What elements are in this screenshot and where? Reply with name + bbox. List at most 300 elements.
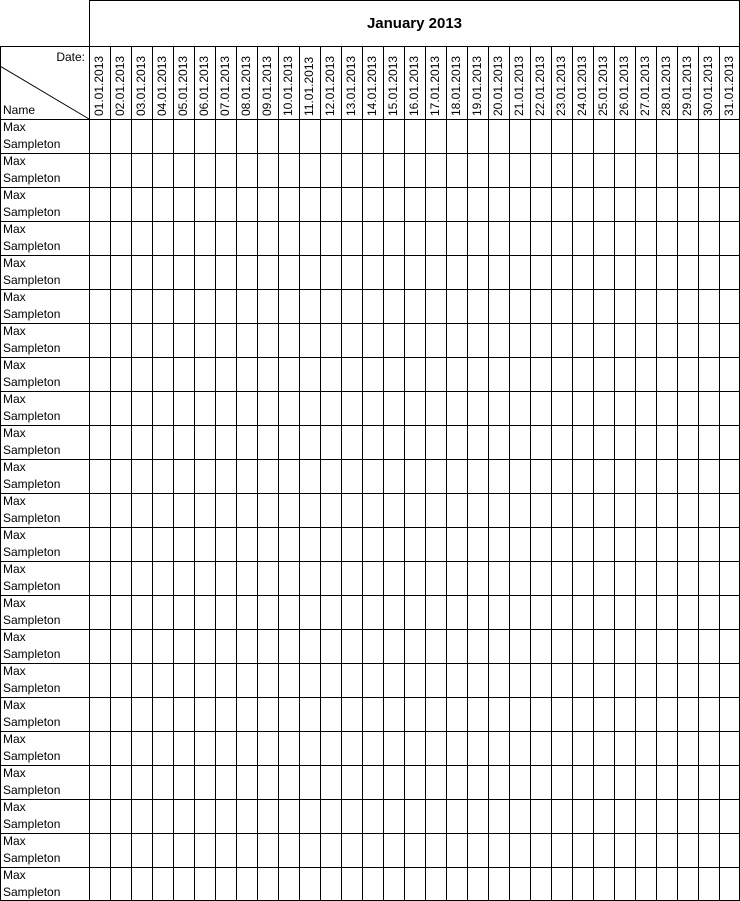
attendance-cell[interactable] [656,119,677,153]
attendance-cell[interactable] [257,493,278,527]
attendance-cell[interactable] [173,867,194,901]
attendance-cell[interactable] [362,323,383,357]
attendance-cell[interactable] [593,867,614,901]
attendance-cell[interactable] [278,119,299,153]
attendance-cell[interactable] [614,459,635,493]
attendance-cell[interactable] [446,799,467,833]
attendance-cell[interactable] [488,357,509,391]
attendance-cell[interactable] [236,731,257,765]
attendance-cell[interactable] [173,323,194,357]
attendance-cell[interactable] [572,833,593,867]
attendance-cell[interactable] [215,119,236,153]
attendance-cell[interactable] [341,459,362,493]
attendance-cell[interactable] [215,391,236,425]
attendance-cell[interactable] [194,697,215,731]
attendance-cell[interactable] [173,833,194,867]
attendance-cell[interactable] [173,221,194,255]
attendance-cell[interactable] [698,459,719,493]
attendance-cell[interactable] [152,493,173,527]
attendance-cell[interactable] [362,561,383,595]
attendance-cell[interactable] [89,255,110,289]
attendance-cell[interactable] [341,119,362,153]
attendance-cell[interactable] [446,629,467,663]
attendance-cell[interactable] [509,459,530,493]
attendance-cell[interactable] [131,697,152,731]
attendance-cell[interactable] [152,221,173,255]
attendance-cell[interactable] [236,867,257,901]
attendance-cell[interactable] [488,425,509,459]
attendance-cell[interactable] [677,187,698,221]
attendance-cell[interactable] [530,527,551,561]
attendance-cell[interactable] [194,323,215,357]
attendance-cell[interactable] [215,527,236,561]
attendance-cell[interactable] [257,289,278,323]
attendance-cell[interactable] [656,323,677,357]
attendance-cell[interactable] [572,357,593,391]
attendance-cell[interactable] [383,765,404,799]
attendance-cell[interactable] [467,595,488,629]
attendance-cell[interactable] [110,255,131,289]
attendance-cell[interactable] [215,629,236,663]
attendance-cell[interactable] [236,153,257,187]
attendance-cell[interactable] [635,493,656,527]
attendance-cell[interactable] [341,561,362,595]
attendance-cell[interactable] [236,255,257,289]
attendance-cell[interactable] [278,187,299,221]
row-name-cell[interactable] [0,493,89,527]
attendance-cell[interactable] [572,867,593,901]
attendance-cell[interactable] [278,289,299,323]
attendance-cell[interactable] [131,561,152,595]
attendance-cell[interactable] [194,153,215,187]
attendance-cell[interactable] [551,663,572,697]
attendance-cell[interactable] [446,187,467,221]
attendance-cell[interactable] [89,731,110,765]
attendance-cell[interactable] [110,799,131,833]
attendance-cell[interactable] [320,629,341,663]
attendance-cell[interactable] [551,561,572,595]
attendance-cell[interactable] [131,391,152,425]
attendance-cell[interactable] [278,153,299,187]
attendance-cell[interactable] [341,867,362,901]
attendance-cell[interactable] [110,153,131,187]
attendance-cell[interactable] [341,255,362,289]
attendance-cell[interactable] [257,425,278,459]
attendance-cell[interactable] [698,799,719,833]
attendance-cell[interactable] [530,289,551,323]
attendance-cell[interactable] [656,765,677,799]
attendance-cell[interactable] [719,493,740,527]
attendance-cell[interactable] [551,289,572,323]
attendance-cell[interactable] [467,833,488,867]
attendance-cell[interactable] [404,595,425,629]
attendance-cell[interactable] [635,459,656,493]
attendance-cell[interactable] [131,527,152,561]
row-name-cell[interactable] [0,425,89,459]
attendance-cell[interactable] [551,187,572,221]
attendance-cell[interactable] [593,119,614,153]
attendance-cell[interactable] [530,731,551,765]
attendance-cell[interactable] [635,323,656,357]
row-name-cell[interactable] [0,799,89,833]
attendance-cell[interactable] [635,153,656,187]
attendance-cell[interactable] [320,527,341,561]
attendance-cell[interactable] [215,731,236,765]
attendance-cell[interactable] [257,187,278,221]
attendance-cell[interactable] [236,799,257,833]
attendance-cell[interactable] [698,493,719,527]
attendance-cell[interactable] [173,799,194,833]
attendance-cell[interactable] [278,255,299,289]
attendance-cell[interactable] [320,799,341,833]
attendance-cell[interactable] [110,697,131,731]
attendance-cell[interactable] [656,799,677,833]
attendance-cell[interactable] [131,663,152,697]
attendance-cell[interactable] [215,561,236,595]
attendance-cell[interactable] [194,765,215,799]
attendance-cell[interactable] [425,221,446,255]
attendance-cell[interactable] [572,187,593,221]
attendance-cell[interactable] [698,731,719,765]
attendance-cell[interactable] [236,187,257,221]
attendance-cell[interactable] [656,187,677,221]
attendance-cell[interactable] [173,425,194,459]
attendance-cell[interactable] [509,255,530,289]
attendance-cell[interactable] [719,595,740,629]
attendance-cell[interactable] [551,323,572,357]
attendance-cell[interactable] [131,357,152,391]
attendance-cell[interactable] [551,595,572,629]
attendance-cell[interactable] [656,289,677,323]
attendance-cell[interactable] [152,833,173,867]
attendance-cell[interactable] [719,629,740,663]
attendance-cell[interactable] [152,153,173,187]
attendance-cell[interactable] [488,391,509,425]
attendance-cell[interactable] [404,255,425,289]
attendance-cell[interactable] [446,561,467,595]
attendance-cell[interactable] [320,833,341,867]
attendance-cell[interactable] [551,867,572,901]
attendance-cell[interactable] [131,629,152,663]
attendance-cell[interactable] [698,765,719,799]
attendance-cell[interactable] [551,527,572,561]
attendance-cell[interactable] [719,357,740,391]
attendance-cell[interactable] [446,221,467,255]
row-name-cell[interactable] [0,833,89,867]
attendance-cell[interactable] [278,663,299,697]
attendance-cell[interactable] [572,697,593,731]
attendance-cell[interactable] [656,153,677,187]
attendance-cell[interactable] [551,255,572,289]
attendance-cell[interactable] [110,527,131,561]
attendance-cell[interactable] [236,391,257,425]
attendance-cell[interactable] [593,289,614,323]
attendance-cell[interactable] [593,799,614,833]
attendance-cell[interactable] [635,799,656,833]
attendance-cell[interactable] [173,391,194,425]
attendance-cell[interactable] [530,493,551,527]
attendance-cell[interactable] [446,595,467,629]
attendance-cell[interactable] [236,833,257,867]
attendance-cell[interactable] [362,697,383,731]
attendance-cell[interactable] [89,391,110,425]
attendance-cell[interactable] [719,255,740,289]
attendance-cell[interactable] [677,323,698,357]
attendance-cell[interactable] [488,187,509,221]
attendance-cell[interactable] [467,561,488,595]
attendance-cell[interactable] [194,833,215,867]
attendance-cell[interactable] [110,765,131,799]
attendance-cell[interactable] [215,663,236,697]
attendance-cell[interactable] [383,663,404,697]
attendance-cell[interactable] [131,493,152,527]
attendance-cell[interactable] [551,459,572,493]
attendance-cell[interactable] [698,289,719,323]
attendance-cell[interactable] [110,119,131,153]
attendance-cell[interactable] [656,459,677,493]
attendance-cell[interactable] [257,867,278,901]
attendance-cell[interactable] [677,833,698,867]
attendance-cell[interactable] [614,221,635,255]
attendance-cell[interactable] [593,323,614,357]
attendance-cell[interactable] [173,561,194,595]
attendance-cell[interactable] [593,765,614,799]
attendance-cell[interactable] [194,289,215,323]
attendance-cell[interactable] [425,119,446,153]
attendance-cell[interactable] [530,629,551,663]
attendance-cell[interactable] [341,289,362,323]
attendance-cell[interactable] [299,119,320,153]
attendance-cell[interactable] [719,459,740,493]
attendance-cell[interactable] [614,425,635,459]
attendance-cell[interactable] [635,289,656,323]
attendance-cell[interactable] [656,425,677,459]
attendance-cell[interactable] [152,697,173,731]
attendance-cell[interactable] [698,527,719,561]
attendance-cell[interactable] [719,765,740,799]
attendance-cell[interactable] [236,765,257,799]
attendance-cell[interactable] [320,323,341,357]
attendance-cell[interactable] [593,833,614,867]
attendance-cell[interactable] [614,595,635,629]
attendance-cell[interactable] [593,595,614,629]
attendance-cell[interactable] [362,833,383,867]
attendance-cell[interactable] [404,731,425,765]
attendance-cell[interactable] [257,731,278,765]
attendance-cell[interactable] [551,357,572,391]
attendance-cell[interactable] [698,187,719,221]
attendance-cell[interactable] [446,391,467,425]
attendance-cell[interactable] [614,765,635,799]
attendance-cell[interactable] [299,323,320,357]
attendance-cell[interactable] [614,153,635,187]
attendance-cell[interactable] [131,153,152,187]
attendance-cell[interactable] [278,527,299,561]
attendance-cell[interactable] [509,119,530,153]
attendance-cell[interactable] [257,153,278,187]
attendance-cell[interactable] [173,663,194,697]
attendance-cell[interactable] [425,595,446,629]
attendance-cell[interactable] [194,221,215,255]
attendance-cell[interactable] [341,425,362,459]
attendance-cell[interactable] [215,357,236,391]
attendance-cell[interactable] [593,493,614,527]
attendance-cell[interactable] [299,833,320,867]
attendance-cell[interactable] [446,289,467,323]
attendance-cell[interactable] [383,187,404,221]
attendance-cell[interactable] [362,425,383,459]
attendance-cell[interactable] [551,833,572,867]
attendance-cell[interactable] [257,765,278,799]
attendance-cell[interactable] [194,391,215,425]
attendance-cell[interactable] [572,629,593,663]
attendance-cell[interactable] [110,323,131,357]
attendance-cell[interactable] [215,425,236,459]
attendance-cell[interactable] [572,799,593,833]
attendance-cell[interactable] [551,629,572,663]
attendance-cell[interactable] [635,221,656,255]
attendance-cell[interactable] [425,187,446,221]
attendance-cell[interactable] [110,595,131,629]
attendance-cell[interactable] [446,731,467,765]
attendance-cell[interactable] [446,527,467,561]
attendance-cell[interactable] [152,357,173,391]
row-name-cell[interactable] [0,765,89,799]
attendance-cell[interactable] [173,119,194,153]
attendance-cell[interactable] [593,459,614,493]
attendance-cell[interactable] [173,459,194,493]
attendance-cell[interactable] [677,255,698,289]
attendance-cell[interactable] [362,527,383,561]
attendance-cell[interactable] [719,391,740,425]
attendance-cell[interactable] [110,629,131,663]
attendance-cell[interactable] [236,697,257,731]
attendance-cell[interactable] [383,595,404,629]
attendance-cell[interactable] [383,493,404,527]
attendance-cell[interactable] [530,833,551,867]
attendance-cell[interactable] [257,663,278,697]
attendance-cell[interactable] [131,833,152,867]
attendance-cell[interactable] [698,561,719,595]
attendance-cell[interactable] [152,289,173,323]
attendance-cell[interactable] [299,595,320,629]
attendance-cell[interactable] [698,697,719,731]
attendance-cell[interactable] [215,459,236,493]
attendance-cell[interactable] [635,255,656,289]
attendance-cell[interactable] [677,221,698,255]
attendance-cell[interactable] [572,153,593,187]
attendance-cell[interactable] [530,867,551,901]
attendance-cell[interactable] [719,187,740,221]
attendance-cell[interactable] [719,663,740,697]
attendance-cell[interactable] [425,731,446,765]
attendance-cell[interactable] [299,289,320,323]
attendance-cell[interactable] [551,697,572,731]
attendance-cell[interactable] [320,561,341,595]
attendance-cell[interactable] [89,459,110,493]
attendance-cell[interactable] [131,799,152,833]
attendance-cell[interactable] [425,357,446,391]
attendance-cell[interactable] [299,697,320,731]
attendance-cell[interactable] [89,595,110,629]
attendance-cell[interactable] [446,425,467,459]
attendance-cell[interactable] [194,493,215,527]
attendance-cell[interactable] [677,425,698,459]
attendance-cell[interactable] [278,595,299,629]
attendance-cell[interactable] [320,357,341,391]
attendance-cell[interactable] [89,527,110,561]
attendance-cell[interactable] [404,629,425,663]
attendance-cell[interactable] [719,221,740,255]
attendance-cell[interactable] [530,255,551,289]
attendance-cell[interactable] [509,765,530,799]
attendance-cell[interactable] [698,391,719,425]
row-name-cell[interactable] [0,153,89,187]
attendance-cell[interactable] [131,595,152,629]
attendance-cell[interactable] [110,459,131,493]
attendance-cell[interactable] [236,561,257,595]
attendance-cell[interactable] [656,391,677,425]
attendance-cell[interactable] [341,697,362,731]
attendance-cell[interactable] [509,493,530,527]
attendance-cell[interactable] [551,765,572,799]
attendance-cell[interactable] [404,459,425,493]
attendance-cell[interactable] [677,867,698,901]
attendance-cell[interactable] [152,391,173,425]
attendance-cell[interactable] [572,289,593,323]
attendance-cell[interactable] [257,357,278,391]
attendance-cell[interactable] [131,289,152,323]
row-name-cell[interactable] [0,459,89,493]
attendance-cell[interactable] [593,425,614,459]
attendance-cell[interactable] [131,867,152,901]
attendance-cell[interactable] [215,833,236,867]
attendance-cell[interactable] [488,119,509,153]
attendance-cell[interactable] [89,663,110,697]
attendance-cell[interactable] [362,255,383,289]
attendance-cell[interactable] [719,731,740,765]
attendance-cell[interactable] [677,391,698,425]
attendance-cell[interactable] [341,595,362,629]
attendance-cell[interactable] [635,595,656,629]
attendance-cell[interactable] [488,867,509,901]
attendance-cell[interactable] [404,323,425,357]
attendance-cell[interactable] [614,799,635,833]
attendance-cell[interactable] [530,663,551,697]
attendance-cell[interactable] [635,527,656,561]
attendance-cell[interactable] [173,629,194,663]
attendance-cell[interactable] [320,221,341,255]
attendance-cell[interactable] [341,357,362,391]
attendance-cell[interactable] [677,799,698,833]
attendance-cell[interactable] [215,697,236,731]
attendance-cell[interactable] [215,289,236,323]
attendance-cell[interactable] [383,221,404,255]
attendance-cell[interactable] [278,221,299,255]
attendance-cell[interactable] [362,289,383,323]
attendance-cell[interactable] [656,255,677,289]
attendance-cell[interactable] [404,867,425,901]
attendance-cell[interactable] [593,527,614,561]
attendance-cell[interactable] [89,799,110,833]
attendance-cell[interactable] [89,765,110,799]
attendance-cell[interactable] [530,153,551,187]
attendance-cell[interactable] [425,833,446,867]
attendance-cell[interactable] [152,119,173,153]
attendance-cell[interactable] [404,765,425,799]
attendance-cell[interactable] [551,119,572,153]
row-name-cell[interactable] [0,731,89,765]
